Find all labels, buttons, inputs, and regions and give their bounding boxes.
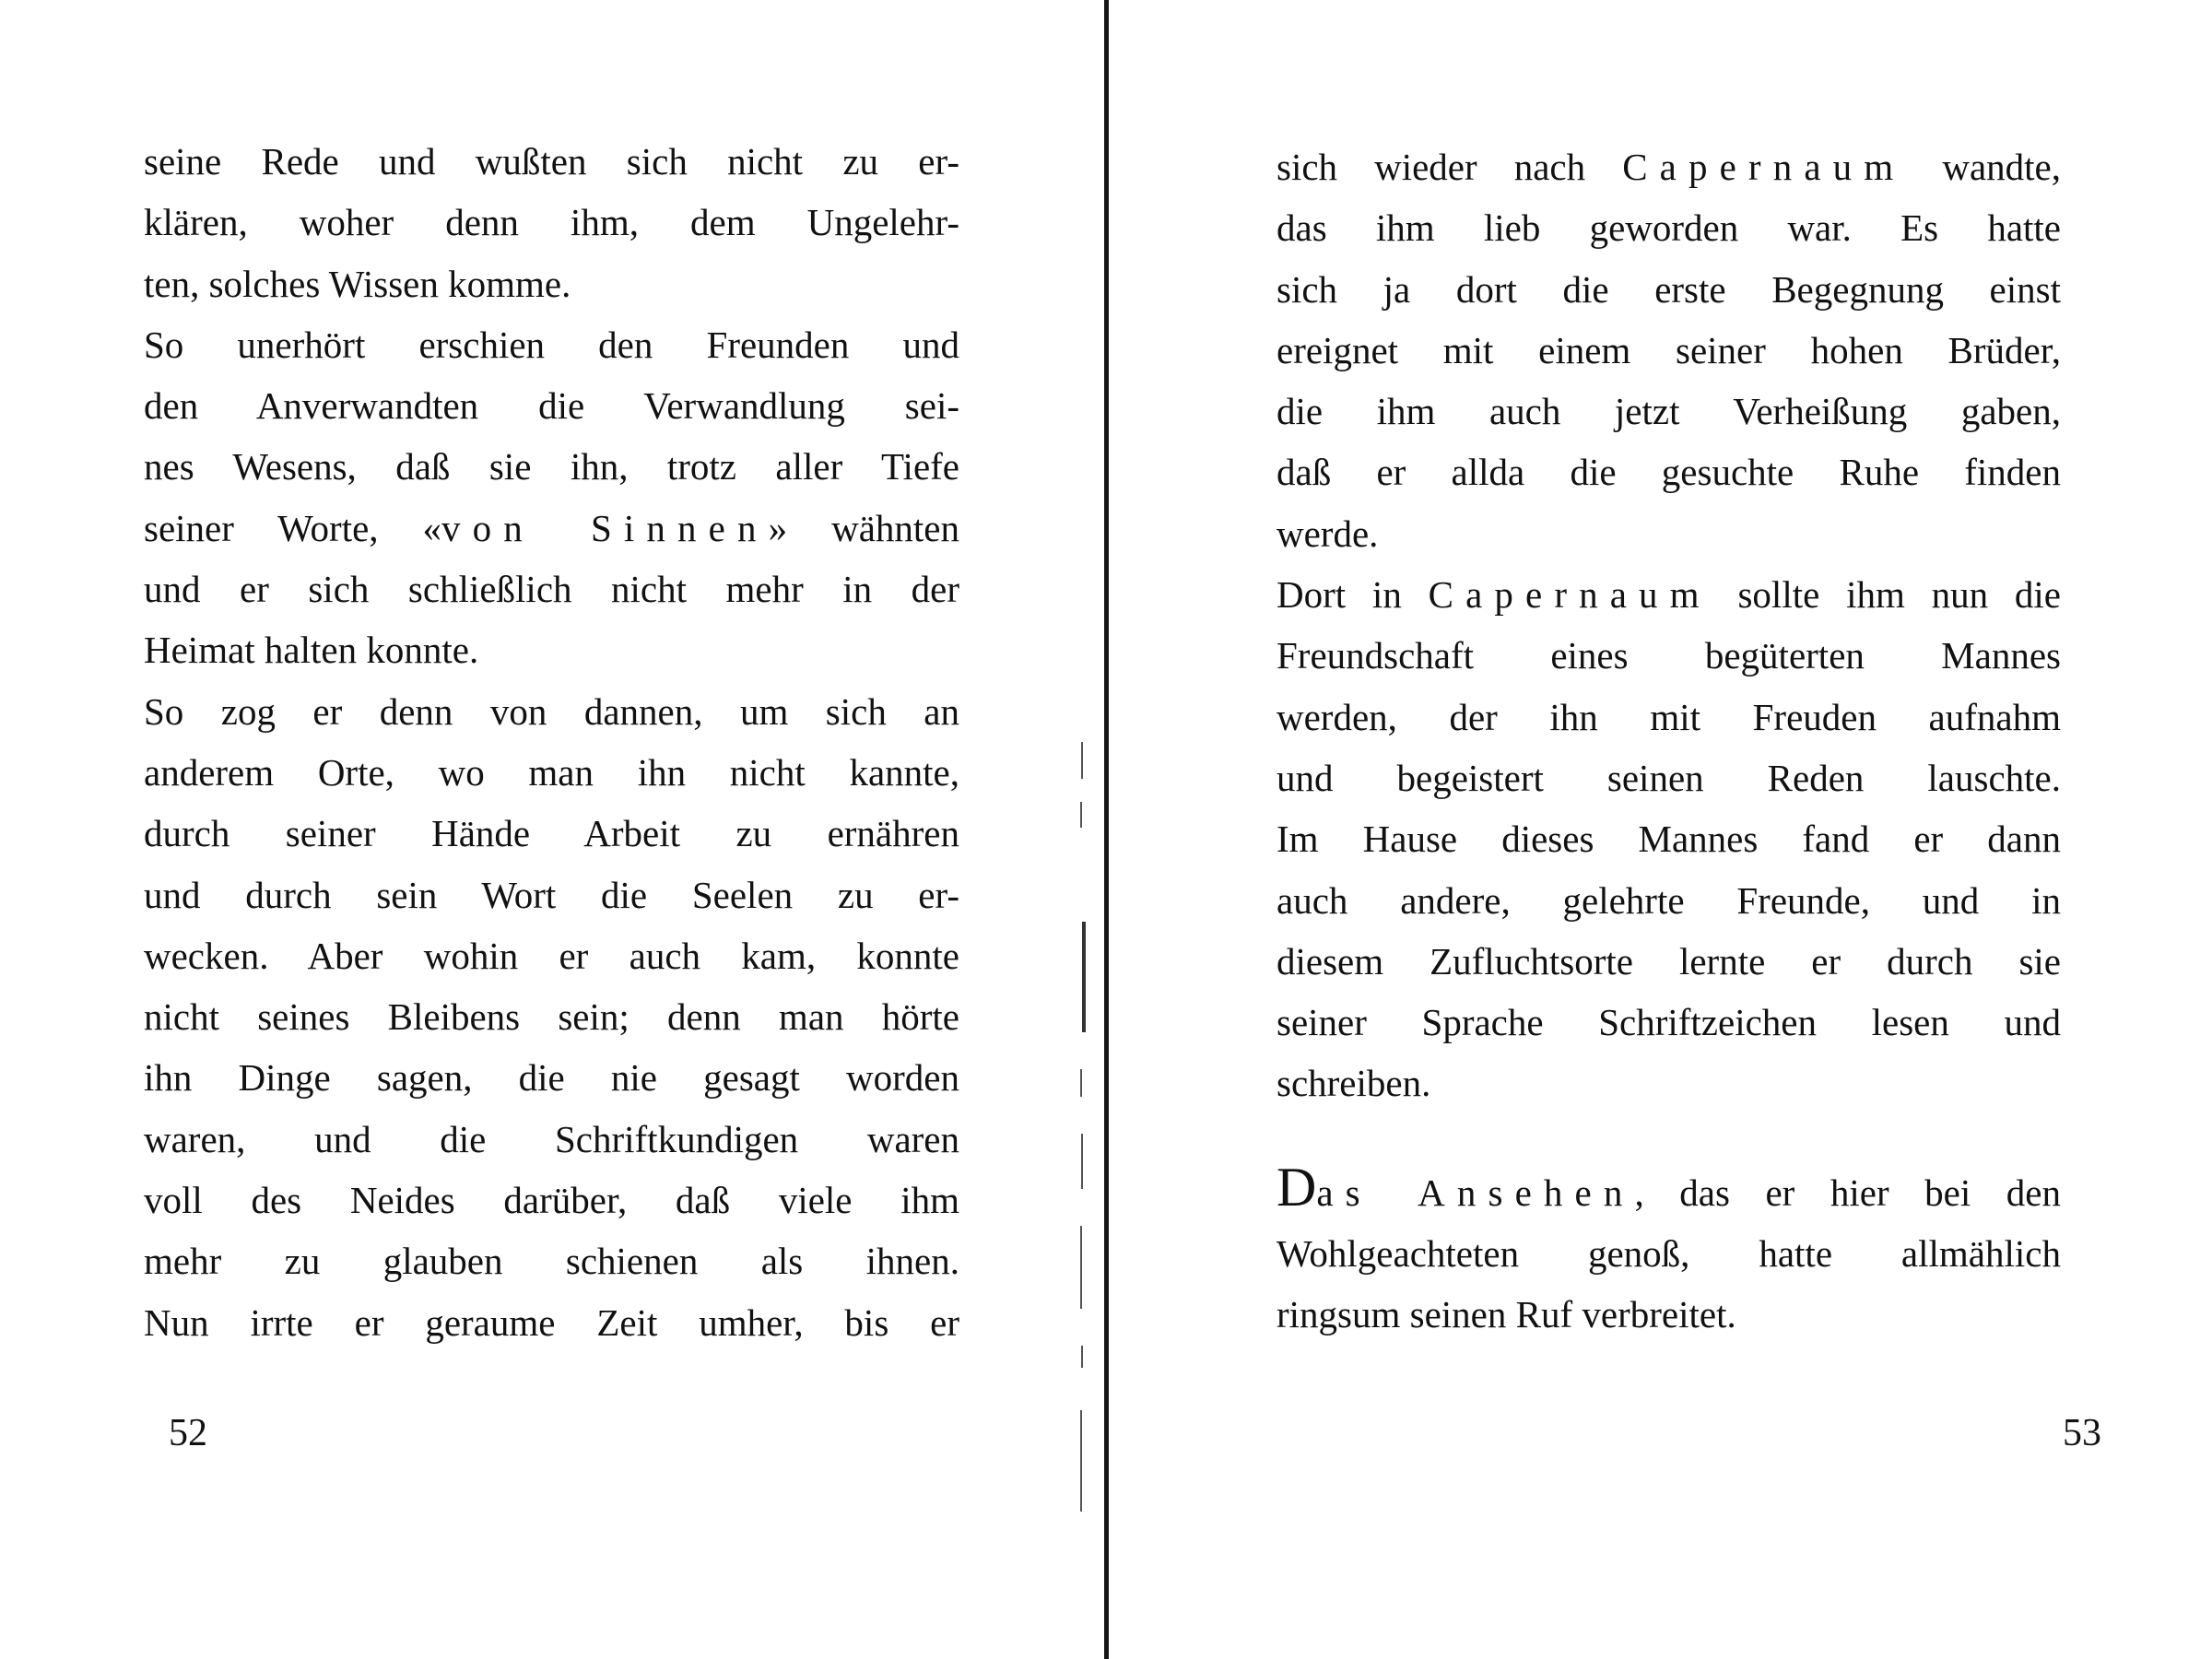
text-line: nicht seines Bleibens sein; denn man hörte (144, 995, 959, 1039)
text-line: klären, woher denn ihm, dem Ungelehr- (144, 201, 959, 244)
gutter-speck (1081, 742, 1083, 779)
text-line: daß er allda die gesuchte Ruhe finden (1277, 451, 2061, 494)
spaced-emphasis: von Sinnen (441, 506, 769, 549)
text-line: anderem Orte, wo man ihn nicht kannte, (144, 750, 959, 794)
text-line: und er sich schließlich nicht mehr in der (144, 568, 959, 611)
text-line: Wohlgeachteten genoß, hatte allmählich (1277, 1232, 2061, 1276)
spaced-emphasis: Capernaum (1428, 573, 1712, 617)
text-line: So zog er denn von dannen, um sich an (144, 689, 959, 733)
text-line: Im Hause dieses Mannes fand er dann (1277, 818, 2061, 861)
gutter-speck (1080, 1069, 1082, 1097)
line-text: sich wieder nach (1277, 146, 1623, 188)
gutter-speck (1080, 1226, 1082, 1309)
line-text: seiner Worte, « (144, 506, 442, 549)
section-break (1277, 1114, 2061, 1162)
gutter-speck (1081, 1346, 1083, 1368)
gutter-speck (1080, 1410, 1082, 1512)
line-text: » wähnten (768, 506, 959, 549)
right-page-text (1277, 136, 2061, 1346)
text-line: wecken. Aber wohin er auch kam, konnte (144, 934, 959, 977)
text-line: So unerhört erschien den Freunden und (144, 323, 959, 366)
text-line: und durch sein Wort die Seelen zu er- (144, 873, 959, 916)
page-number-left: 52 (169, 1412, 207, 1454)
left-page-text (144, 131, 959, 1353)
text-line: Heimat halten konnte. (144, 629, 479, 672)
text-line: Nun irrte er geraume Zeit umher, bis er (144, 1300, 959, 1344)
text-line: ereignet mit einem seiner hohen Brüder, (1277, 328, 2061, 371)
text-line: sich ja dort die erste Begegnung einst (1277, 267, 2061, 311)
text-line: Freundschaft eines begüterten Mannes (1277, 634, 2061, 677)
text-line (144, 498, 959, 559)
text-line: auch andere, gelehrte Freunde, und in (1277, 878, 2061, 922)
gutter-speck (1082, 922, 1086, 1032)
text-line: waren, und die Schriftkundigen waren (144, 1117, 959, 1160)
right-page (1106, 0, 2212, 1659)
section-first-line (1277, 1162, 2061, 1223)
text-line: seiner Sprache Schriftzeichen lesen und (1277, 1001, 2061, 1044)
text-line: ringsum seinen Ruf verbreitet. (1277, 1293, 1736, 1336)
left-page (0, 0, 1088, 1659)
text-line: die ihm auch jetzt Verheißung gaben, (1277, 390, 2061, 433)
text-line: werden, der ihn mit Freuden aufnahm (1277, 695, 2061, 738)
text-line: das ihm lieb geworden war. Es hatte (1277, 206, 2061, 250)
spaced-emphasis: as Ansehen (1316, 1171, 1635, 1214)
text-line: diesem Zufluchtsorte lernte er durch sie (1277, 939, 2061, 982)
text-line: voll des Neides darüber, daß viele ihm (144, 1179, 959, 1222)
text-line: und begeistert seinen Reden lauschte. (1277, 756, 2061, 799)
text-line: seine Rede und wußten sich nicht zu er- (144, 140, 959, 182)
line-text: Dort in (1277, 573, 1429, 617)
gutter-speck (1081, 1134, 1083, 1189)
line-text: sollte ihm nun die (1711, 573, 2061, 617)
text-line: den Anverwandten die Verwandlung sei- (144, 384, 959, 428)
line-text: , das er hier bei den (1634, 1171, 2061, 1214)
text-line: mehr zu glauben schienen als ihnen. (144, 1240, 959, 1283)
gutter-speck (1080, 802, 1082, 828)
page-number-right: 53 (2063, 1412, 2101, 1454)
text-line: schreiben. (1277, 1062, 1431, 1105)
text-line: ihn Dinge sagen, die nie gesagt worden (144, 1056, 959, 1100)
spaced-emphasis: Capernaum (1622, 146, 1906, 188)
text-line: durch seiner Hände Arbeit zu ernähren (144, 812, 959, 855)
text-line (1277, 136, 2061, 197)
text-line: werde. (1277, 512, 1379, 555)
text-line: ten, solches Wissen komme. (144, 262, 571, 305)
text-line: nes Wesens, daß sie ihn, trotz aller Tiefe (144, 445, 959, 488)
line-text: wandte, (1905, 146, 2061, 188)
text-line (1277, 564, 2061, 625)
initial-letter: D (1277, 1161, 1317, 1218)
